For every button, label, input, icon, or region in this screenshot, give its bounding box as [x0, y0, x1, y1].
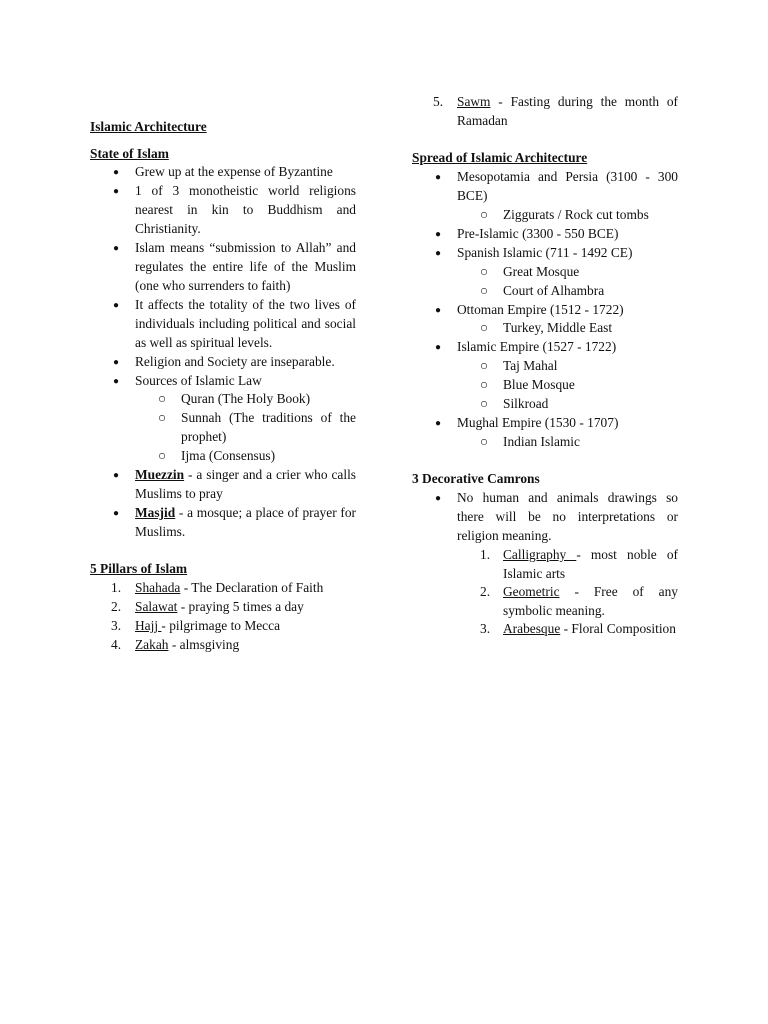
- source-ijma: Ijma (Consensus): [181, 448, 276, 463]
- spread-mughal: Mughal Empire (1530 - 1707): [457, 415, 619, 430]
- state-bullet-3: Islam means “submission to Allah” and regulates the entire life of the Muslim (one who surrenders to faith): [135, 240, 356, 293]
- source-sunnah: Sunnah (The traditions of the prophet): [181, 410, 356, 444]
- sub-bullet-marker: ○: [480, 396, 489, 411]
- pillar-term: Salawat: [135, 599, 178, 614]
- spread-ottoman: Ottoman Empire (1512 - 1722): [457, 302, 624, 317]
- sub-bullet-marker: ○: [480, 264, 489, 279]
- bullet-marker: ●: [113, 186, 120, 197]
- bullet-marker: ●: [435, 342, 442, 353]
- bullet-marker: ●: [113, 470, 120, 481]
- decorative-bullet: No human and animals drawings so there will be no interpretations or religion meaning.: [457, 490, 678, 543]
- pillar-item-zakah: [135, 635, 356, 654]
- decorative-text: - Free of any symbolic meaning.: [503, 584, 678, 618]
- pillar-item-hajj: [135, 616, 356, 635]
- sub-bullet-marker: ○: [480, 377, 489, 392]
- spread-islamic-empire-sub-1: Taj Mahal: [503, 358, 558, 373]
- pillar-item-salawat: [135, 597, 356, 616]
- decorative-heading: 3 Decorative Camrons: [412, 471, 540, 486]
- muezzin-term: Muezzin: [135, 467, 185, 482]
- decorative-item-geometric: [503, 582, 678, 620]
- state-bullet-5: Religion and Society are inseparable.: [135, 354, 335, 369]
- bullet-marker: ●: [435, 418, 442, 429]
- sub-bullet-marker: ○: [480, 434, 489, 449]
- pillar-text: - pilgrimage to Mecca: [161, 618, 281, 633]
- spread-spanish: Spanish Islamic (711 - 1492 CE): [457, 245, 633, 260]
- spread-islamic-empire: Islamic Empire (1527 - 1722): [457, 339, 617, 354]
- masjid-term: Masjid: [135, 505, 176, 520]
- bullet-marker: ●: [435, 493, 442, 504]
- state-bullet-6: Sources of Islamic Law: [135, 373, 262, 388]
- decorative-text: - most noble of Islamic arts: [503, 547, 678, 581]
- sub-bullet-marker: ○: [158, 448, 167, 463]
- pillar-term: Sawm: [457, 94, 491, 109]
- decorative-text: - Floral Composition: [560, 621, 676, 636]
- decorative-number: 1.: [480, 547, 491, 562]
- pillar-number: 3.: [111, 618, 122, 633]
- spread-spanish-sub-1: Great Mosque: [503, 264, 580, 279]
- decorative-number: 3.: [480, 621, 491, 636]
- decorative-term: Geometric: [503, 584, 560, 599]
- bullet-marker: ●: [435, 172, 442, 183]
- decorative-item-calligraphy: [503, 545, 678, 583]
- masjid-text: - a mosque; a place of prayer for Muslims.: [135, 505, 356, 539]
- bullet-marker: ●: [113, 167, 120, 178]
- bullet-marker: ●: [113, 300, 120, 311]
- muezzin-text: - a singer and a crier who calls Muslims to pray: [135, 467, 356, 501]
- spread-spanish-sub-2: Court of Alhambra: [503, 283, 605, 298]
- pillar-number: 4.: [111, 637, 122, 652]
- sub-bullet-marker: ○: [158, 410, 167, 425]
- pillar-text: - almsgiving: [168, 637, 240, 652]
- spread-mesopotamia-sub: Ziggurats / Rock cut tombs: [503, 207, 649, 222]
- spread-mughal-sub: Indian Islamic: [503, 434, 580, 449]
- pillar-text: - praying 5 times a day: [177, 599, 304, 614]
- sub-bullet-marker: ○: [158, 391, 167, 406]
- pillar-term: Hajj: [135, 618, 162, 633]
- spread-mesopotamia: Mesopotamia and Persia (3100 - 300 BCE): [457, 169, 678, 203]
- spread-pre-islamic: Pre-Islamic (3300 - 550 BCE): [457, 226, 619, 241]
- pillar-item-sawm: [457, 92, 678, 130]
- pillar-text: - Fasting during the month of Ramadan: [457, 94, 678, 128]
- spread-islamic-empire-sub-2: Blue Mosque: [503, 377, 575, 392]
- state-bullet-2: 1 of 3 monotheistic world religions nearest in kin to Buddhism and Christianity.: [135, 183, 356, 236]
- pillar-number: 5.: [433, 94, 444, 109]
- sub-bullet-marker: ○: [480, 283, 489, 298]
- pillar-term: Shahada: [135, 580, 181, 595]
- pillar-term: Zakah: [135, 637, 169, 652]
- state-bullet-1: Grew up at the expense of Byzantine: [135, 164, 333, 179]
- bullet-marker: ●: [113, 243, 120, 254]
- decorative-item-arabesque: [503, 619, 678, 638]
- state-bullet-4: It affects the totality of the two lives of individuals including political and social as well as spiritual levels.: [135, 297, 356, 350]
- state-of-islam-heading: State of Islam: [90, 146, 169, 161]
- decorative-term: Arabesque: [503, 621, 561, 636]
- bullet-marker: ●: [113, 508, 120, 519]
- sub-bullet-marker: ○: [480, 320, 489, 335]
- sub-bullet-marker: ○: [480, 358, 489, 373]
- source-quran: Quran (The Holy Book): [181, 391, 311, 406]
- bullet-marker: ●: [435, 248, 442, 259]
- pillar-text: - The Declaration of Faith: [180, 580, 324, 595]
- sub-bullet-marker: ○: [480, 207, 489, 222]
- masjid-definition: [135, 503, 356, 541]
- bullet-marker: ●: [435, 305, 442, 316]
- pillar-item-shahada: [135, 578, 356, 597]
- bullet-marker: ●: [113, 376, 120, 387]
- spread-islamic-empire-sub-3: Silkroad: [503, 396, 549, 411]
- spread-heading: Spread of Islamic Architecture: [412, 150, 588, 165]
- pillars-heading: 5 Pillars of Islam: [90, 561, 188, 576]
- decorative-number: 2.: [480, 584, 491, 599]
- muezzin-definition: [135, 465, 356, 503]
- pillar-number: 2.: [111, 599, 122, 614]
- bullet-marker: ●: [435, 229, 442, 240]
- document-title: Islamic Architecture: [90, 119, 207, 134]
- bullet-marker: ●: [113, 357, 120, 368]
- pillar-number: 1.: [111, 580, 122, 595]
- spread-ottoman-sub: Turkey, Middle East: [503, 320, 613, 335]
- decorative-term: Calligraphy: [503, 547, 577, 562]
